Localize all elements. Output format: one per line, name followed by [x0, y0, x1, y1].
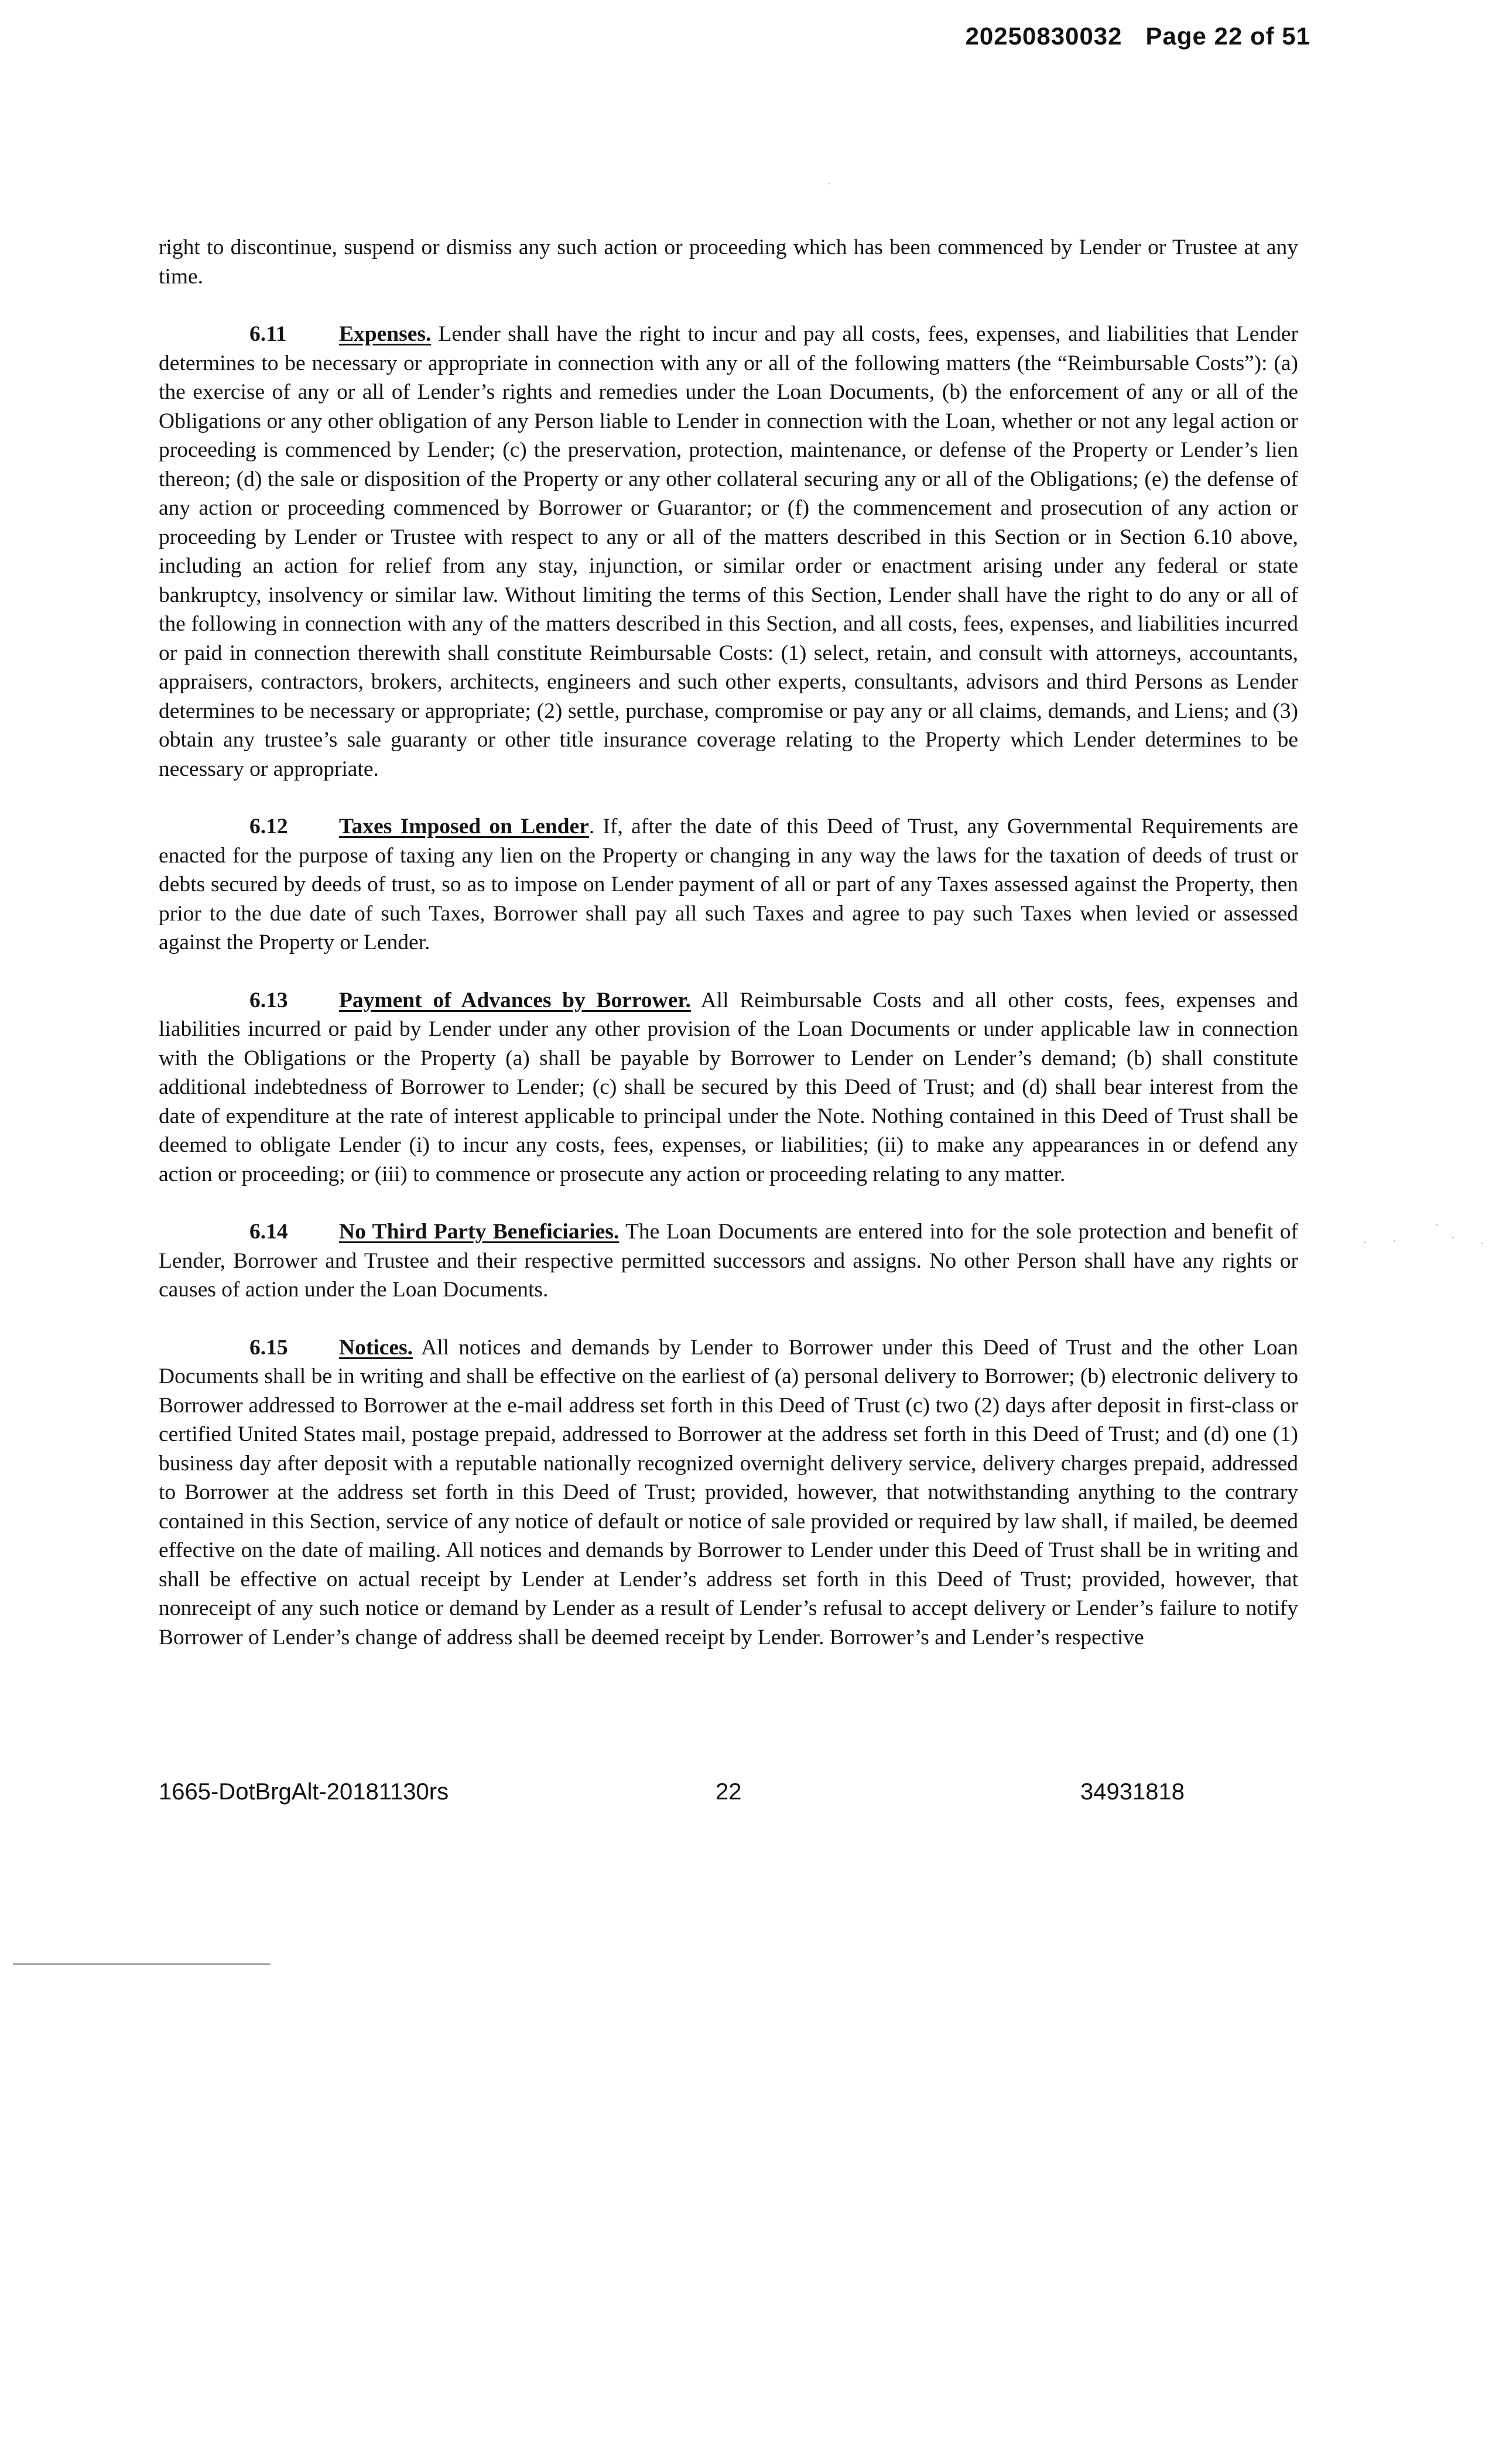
scan-speck: [1394, 1240, 1395, 1242]
section-heading: Expenses.: [339, 322, 432, 346]
scan-speck: [1452, 1237, 1454, 1238]
section-heading: Notices.: [339, 1335, 413, 1360]
section-number: 6.11: [249, 322, 287, 346]
section-number: 6.15: [249, 1335, 288, 1360]
scan-speck: [1436, 1224, 1438, 1226]
scan-artifact-line: [13, 1963, 271, 1965]
section-6-12: [159, 812, 1298, 957]
page-label: Page 22 of 51: [1145, 22, 1310, 50]
footer-doc-id: 34931818: [1080, 1779, 1185, 1805]
section-6-14: [159, 1217, 1298, 1305]
footer-form-id: 1665-DotBrgAlt-20181130rs: [159, 1779, 449, 1805]
scan-speck: [1481, 1243, 1483, 1244]
section-text: The Loan Documents are entered into for the sole protection and benefit of Lender, Borrower and Trustee and their respective permitted successors and assigns. No other Person shall have any rights or causes of action under the Loan Documents.: [159, 1220, 1298, 1302]
footer-page-number: 22: [716, 1779, 742, 1805]
section-text: . If, after the date of this Deed of Trust, any Governmental Requirements are enacted for the purpose of taxing any lien on the Property or changing in any way the laws for the taxation of deeds of trust or debts secured by deeds of trust, so as to impose on Lender payment of all or part of any Taxes assessed against the Property, then prior to the due date of such Taxes, Borrower shall pay all such Taxes and agree to pay such Taxes when levied or assessed against the Property or Lender.: [159, 815, 1298, 954]
section-heading: No Third Party Beneficiaries.: [339, 1220, 620, 1244]
section-number: 6.13: [249, 988, 288, 1012]
section-text: Lender shall have the right to incur and pay all costs, fees, expenses, and liabilities that Lender determines to be necessary or appropriate in connection with any or all of the following matters (the “Reimbursable Costs”): (a) the exercise of any or all of Lender’s rights and remedies under the Loan Documents, (b) the enforcement of any or all of the Obligations or any other obligation of any Person liable to Lender in connection with the Loan, whether or not any legal action or proceeding is commenced by Lender; (c) the preservation, protection, maintenance, or defense of the Property or Lender’s lien thereon; (d) the sale or disposition of the Property or any other collateral securing any or all of the Obligations; (e) the defense of any action or proceeding commenced by Borrower or Guarantor; or (f) the commencement and prosecution of any action or proceeding by Lender or Trustee with respect to any or all of the matters described in this Section or in Section 6.10 above, including an action for relief from any stay, injunction, or similar order or enactment arising under any federal or state bankruptcy, insolvency or similar law. Without limiting the terms of this Section, Lender shall have the right to do any or all of the following in connection with any of the matters described in this Section, and all costs, fees, expenses, and liabilities incurred or paid in connection therewith shall constitute Reimbursable Costs: (1) select, retain, and consult with attorneys, accountants, appraisers, contractors, brokers, architects, engineers and such other experts, consultants, advisors and third Persons as Lender determines to be necessary or appropriate; (2) settle, purchase, compromise or pay any or all claims, demands, and Liens; and (3) obtain any trustee’s sale guaranty or other title insurance coverage relating to the Property which Lender determines to be necessary or appropriate.: [159, 322, 1298, 781]
section-6-11: [159, 320, 1298, 783]
section-text: All notices and demands by Lender to Borrower under this Deed of Trust and the other Loan Documents shall be in writing and shall be effective on the earliest of (a) personal delivery to Borrower; (b) electronic delivery to Borrower addressed to Borrower at the e-mail address set forth in this Deed of Trust (c) two (2) days after deposit in first-class or certified United States mail, postage prepaid, addressed to Borrower at the address set forth in this Deed of Trust; and (d) one (1) business day after deposit with a reputable nationally recognized overnight delivery service, delivery charges prepaid, addressed to Borrower at the address set forth in this Deed of Trust; provided, however, that notwithstanding anything to the contrary contained in this Section, service of any notice of default or notice of sale provided or required by law shall, if mailed, be deemed effective on the date of mailing. All notices and demands by Borrower to Lender under this Deed of Trust shall be in writing and shall be effective on actual receipt by Lender at Lender’s address set forth in this Deed of Trust; provided, however, that nonreceipt of any such notice or demand by Lender as a result of Lender’s refusal to accept delivery or Lender’s failure to notify Borrower of Lender’s change of address shall be deemed receipt by Lender. Borrower’s and Lender’s respective: [159, 1335, 1299, 1649]
document-body: [159, 233, 1298, 1652]
section-heading: Taxes Imposed on Lender: [339, 815, 589, 839]
recording-stamp: [966, 22, 1310, 50]
section-6-13: [159, 986, 1298, 1189]
paragraph-continuation: right to discontinue, suspend or dismiss any such action or proceeding which has been commenced by Lender or Trustee at any time.: [159, 235, 1298, 289]
section-number: 6.12: [249, 815, 288, 839]
section-number: 6.14: [249, 1220, 288, 1244]
section-heading: Payment of Advances by Borrower.: [339, 988, 691, 1012]
doc-number: 20250830032: [965, 22, 1122, 50]
section-6-15: [159, 1333, 1298, 1652]
section-text: All Reimbursable Costs and all other costs, fees, expenses and liabilities incurred or paid by Lender under any other provision of the Loan Documents or under applicable law in connection with the Obligations or the Property (a) shall be payable by Borrower to Lender on Lender’s demand; (b) shall constitute additional indebtedness of Borrower to Lender; (c) shall be secured by this Deed of Trust; and (d) shall bear interest from the date of expenditure at the rate of interest applicable to principal under the Note. Nothing contained in this Deed of Trust shall be deemed to obligate Lender (i) to incur any costs, fees, expenses, or liabilities; (ii) to make any appearances in or defend any action or proceeding; or (iii) to commence or prosecute any action or proceeding relating to any matter.: [159, 988, 1299, 1186]
scan-speck: [1364, 1241, 1366, 1243]
scan-speck: [829, 183, 830, 184]
